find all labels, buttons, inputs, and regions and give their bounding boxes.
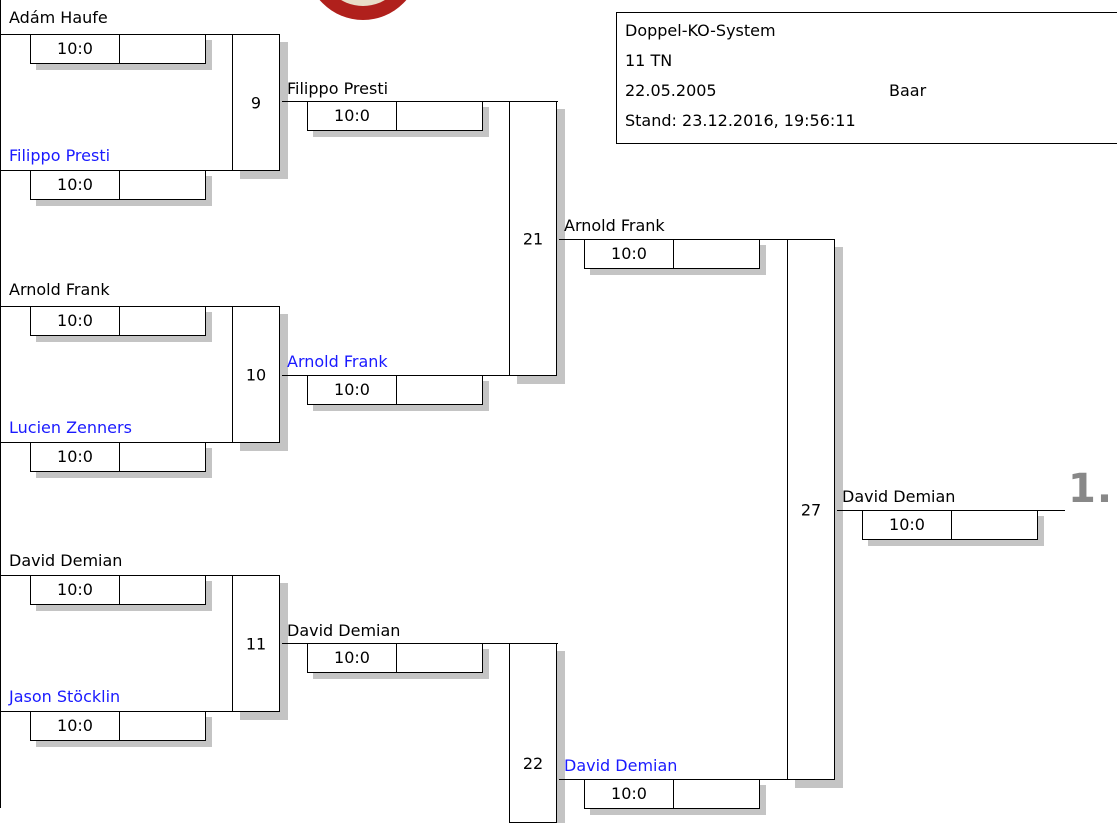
match-number: 11 [245,634,267,653]
tournament-date: 22.05.2005 [625,81,717,100]
status-timestamp: Stand: 23.12.2016, 19:56:11 [625,111,856,130]
score-box[interactable] [30,575,206,605]
match-number: 10 [245,365,267,384]
score-box[interactable] [30,34,206,64]
score-value: 10:0 [31,171,120,199]
player-name[interactable]: Filippo Presti [9,146,111,165]
match-box-11[interactable] [232,575,280,712]
match-number: 27 [800,500,822,519]
score-value: 10:0 [31,307,120,335]
score-box[interactable] [584,239,760,269]
tournament-info-box [616,12,1117,144]
player-name[interactable]: Filippo Presti [287,79,389,98]
player-name[interactable]: David Demian [564,756,678,775]
tournament-location: Baar [889,81,927,100]
score-value: 10:0 [31,576,120,604]
score-value: 10:0 [863,511,952,539]
club-logo [306,0,420,20]
page-edge [0,0,1,808]
score-value: 10:0 [308,644,397,672]
score-box[interactable] [307,643,483,673]
participant-count: 11 TN [625,51,673,70]
player-name[interactable]: David Demian [287,621,401,640]
score-value: 10:0 [31,712,120,740]
score-box[interactable] [307,101,483,131]
score-value: 10:0 [31,443,120,471]
first-place-label: 1. [1068,466,1114,512]
player-name[interactable]: David Demian [9,551,123,570]
score-box[interactable] [307,375,483,405]
score-value: 10:0 [308,376,397,404]
score-value: 10:0 [31,35,120,63]
score-box[interactable] [30,170,206,200]
match-number: 22 [522,754,544,773]
player-name[interactable]: Arnold Frank [287,352,388,371]
winner-name[interactable]: David Demian [842,487,956,506]
match-box-9[interactable] [232,34,280,171]
score-value: 10:0 [308,102,397,130]
score-box[interactable] [584,779,760,809]
player-name[interactable]: Arnold Frank [9,280,110,299]
match-number: 9 [250,93,262,112]
match-number: 21 [522,229,544,248]
score-value: 10:0 [585,780,674,808]
score-box[interactable] [30,306,206,336]
player-name[interactable]: Arnold Frank [564,216,665,235]
match-box-21[interactable] [509,101,557,376]
score-value: 10:0 [585,240,674,268]
match-box-10[interactable] [232,306,280,443]
tournament-system: Doppel-KO-System [625,21,776,40]
score-box[interactable] [30,711,206,741]
match-box-22[interactable] [509,643,557,823]
player-name[interactable]: Lucien Zenners [9,418,132,437]
logo-inner [320,0,406,6]
player-name[interactable]: Adám Haufe [9,8,108,27]
score-box[interactable] [862,510,1038,540]
player-name[interactable]: Jason Stöcklin [9,687,121,706]
score-box[interactable] [30,442,206,472]
match-box-27[interactable] [787,239,835,780]
